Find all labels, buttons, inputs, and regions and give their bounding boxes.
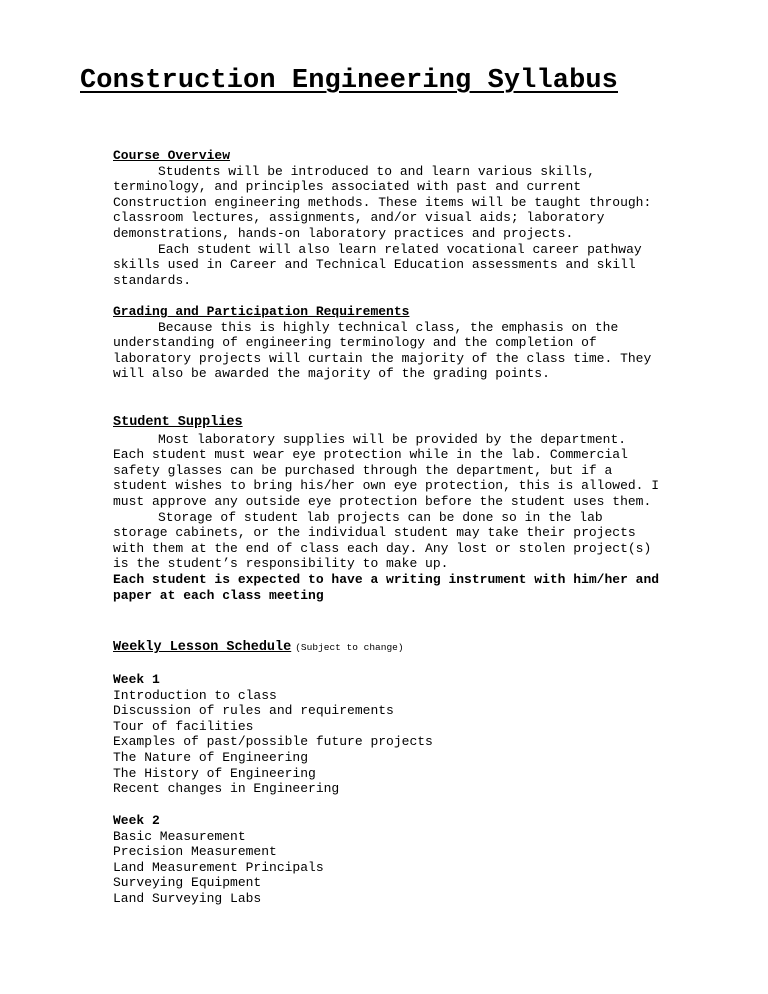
schedule-heading: Weekly Lesson Schedule [113, 640, 292, 655]
paragraph-line: laboratory projects will curtain the majority of the class time. They [113, 350, 652, 366]
week-title: Week 2 [113, 813, 160, 828]
paragraph-line: demonstrations, hands-on laboratory practices and projects. [113, 225, 574, 241]
paragraph-line: storage cabinets, or the individual student may take their projects [113, 525, 636, 541]
list-item: Land Measurement Principals [113, 859, 324, 875]
list-item: Precision Measurement [113, 844, 277, 860]
paragraph-line: Each student must wear eye protection while in the lab. Commercial [113, 447, 628, 463]
paragraph-line: Each student will also learn related vocational career pathway [158, 241, 642, 257]
paragraph-line: must approve any outside eye protection before the student uses them. [113, 493, 652, 509]
paragraph-line: classroom lectures, assignments, and/or visual aids; laboratory [113, 210, 605, 226]
weekly-schedule-section [113, 639, 703, 656]
list-item: Basic Measurement [113, 828, 246, 844]
paragraph-line: Storage of student lab projects can be done so in the lab [158, 509, 603, 525]
course-overview-heading: Course Overview [113, 148, 231, 163]
list-item: Tour of facilities [113, 718, 254, 734]
schedule-heading-row [113, 639, 703, 656]
paragraph-line: Because this is highly technical class, the emphasis on the [158, 319, 619, 335]
student-supplies-section [113, 415, 703, 603]
paragraph-line: Students will be introduced to and learn various skills, [158, 163, 595, 179]
grading-heading: Grading and Participation Requirements [113, 304, 410, 319]
paragraph-line: terminology, and principles associated with past and current [113, 179, 582, 195]
student-supplies-heading: Student Supplies [113, 415, 243, 430]
week-title: Week 1 [113, 672, 160, 687]
paragraph-line: Construction engineering methods. These items will be taught through: [113, 194, 652, 210]
list-item: Recent changes in Engineering [113, 781, 340, 797]
paragraph-line: is the student’s responsibility to make up. [113, 556, 449, 572]
list-item: Land Surveying Labs [113, 890, 262, 906]
list-item: Examples of past/possible future projects [113, 734, 433, 750]
list-item: The History of Engineering [113, 765, 316, 781]
paragraph-line: safety glasses can be purchased through the department, but if a [113, 462, 613, 478]
week-2-block [113, 813, 703, 907]
list-item: Discussion of rules and requirements [113, 703, 394, 719]
paragraph-line: with them at the end of class each day. Any lost or stolen project(s) [113, 540, 652, 556]
list-item: The Nature of Engineering [113, 749, 309, 765]
bold-note-line: Each student is expected to have a writing instrument with him/her and [113, 571, 660, 587]
schedule-note: (Subject to change) [295, 642, 404, 653]
paragraph-line: student wishes to bring his/her own eye protection, this is allowed. I [113, 478, 660, 494]
list-item: Introduction to class [113, 687, 277, 703]
list-item: Surveying Equipment [113, 875, 262, 891]
paragraph-line: understanding of engineering terminology and the completion of [113, 335, 597, 351]
paragraph-line: skills used in Career and Technical Education assessments and skill [113, 257, 636, 273]
week-1-block [113, 672, 703, 797]
bold-note-line: paper at each class meeting [113, 587, 324, 603]
paragraph-line: standards. [113, 272, 192, 288]
grading-section [113, 304, 703, 382]
paragraph-line: will also be awarded the majority of the grading points. [113, 366, 550, 382]
paragraph-line: Most laboratory supplies will be provided by the department. [158, 431, 627, 447]
course-overview-section [113, 148, 703, 288]
page-title: Construction Engineering Syllabus [80, 66, 618, 96]
